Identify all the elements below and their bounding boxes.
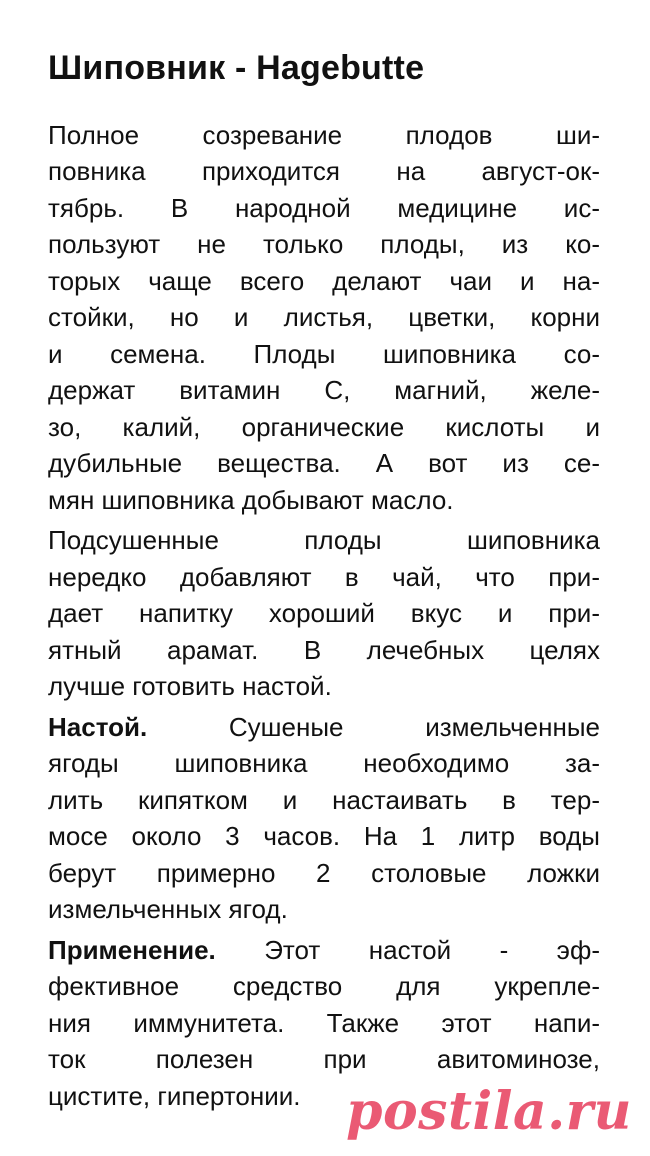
text-line: пользуют не только плоды, из ко- [48,229,600,260]
text-line: повника приходится на август-ок- [48,156,600,187]
article-title: Шиповник - Hagebutte [48,49,425,87]
text-line: и семена. Плоды шиповника со- [48,338,600,369]
text-line: фективное средство для укрепле- [48,971,600,1002]
text-line: мосе около 3 часов. На 1 литр воды [48,821,600,852]
paragraph-usage [48,522,600,705]
text-line: торых чаще всего делают чаи и на- [48,265,600,296]
text-line: лучше готовить настой. [48,671,332,702]
text-line [48,709,600,746]
text-span: Сушеные измельченные [228,711,600,742]
text-line: нередко добавляют в чай, что при- [48,561,600,592]
watermark-logo: postila.ru [346,1081,632,1142]
text-line: ток полезен при авитоминозе, [48,1044,600,1075]
text-line: Подсушенные плоды шиповника [48,525,600,556]
text-line: дает напитку хороший вкус и при- [48,598,600,629]
section-heading: Настой. [48,711,148,742]
text-line: стойки, но и листья, цветки, корни [48,302,600,333]
text-line: измельченных ягод. [48,894,288,925]
text-line: тябрь. В народной медицине ис- [48,192,600,223]
article [48,48,600,1114]
text-line: держат витамин С, магний, желе- [48,375,600,406]
text-line: цистите, гипертонии. [48,1080,301,1111]
text-line: лить кипятком и настаивать в тер- [48,784,600,815]
text-line: ния иммунитета. Также этот напи- [48,1007,600,1038]
section-heading: Применение. [48,934,216,965]
text-line: ягоды шиповника необходимо за- [48,748,600,779]
text-line: берут примерно 2 столовые ложки [48,857,600,888]
paragraph-infusion [48,709,600,928]
text-line: дубильные вещества. А вот из се- [48,448,600,479]
text-line: зо, калий, органические кислоты и [48,411,600,442]
text-line [48,932,600,969]
text-line: ятный арамат. В лечебных целях [48,634,600,665]
text-span: Этот настой - эф- [264,934,600,965]
text-line: Полное созревание плодов ши- [48,119,600,150]
paragraph-intro [48,117,600,519]
text-line: мян шиповника добывают масло. [48,484,454,515]
